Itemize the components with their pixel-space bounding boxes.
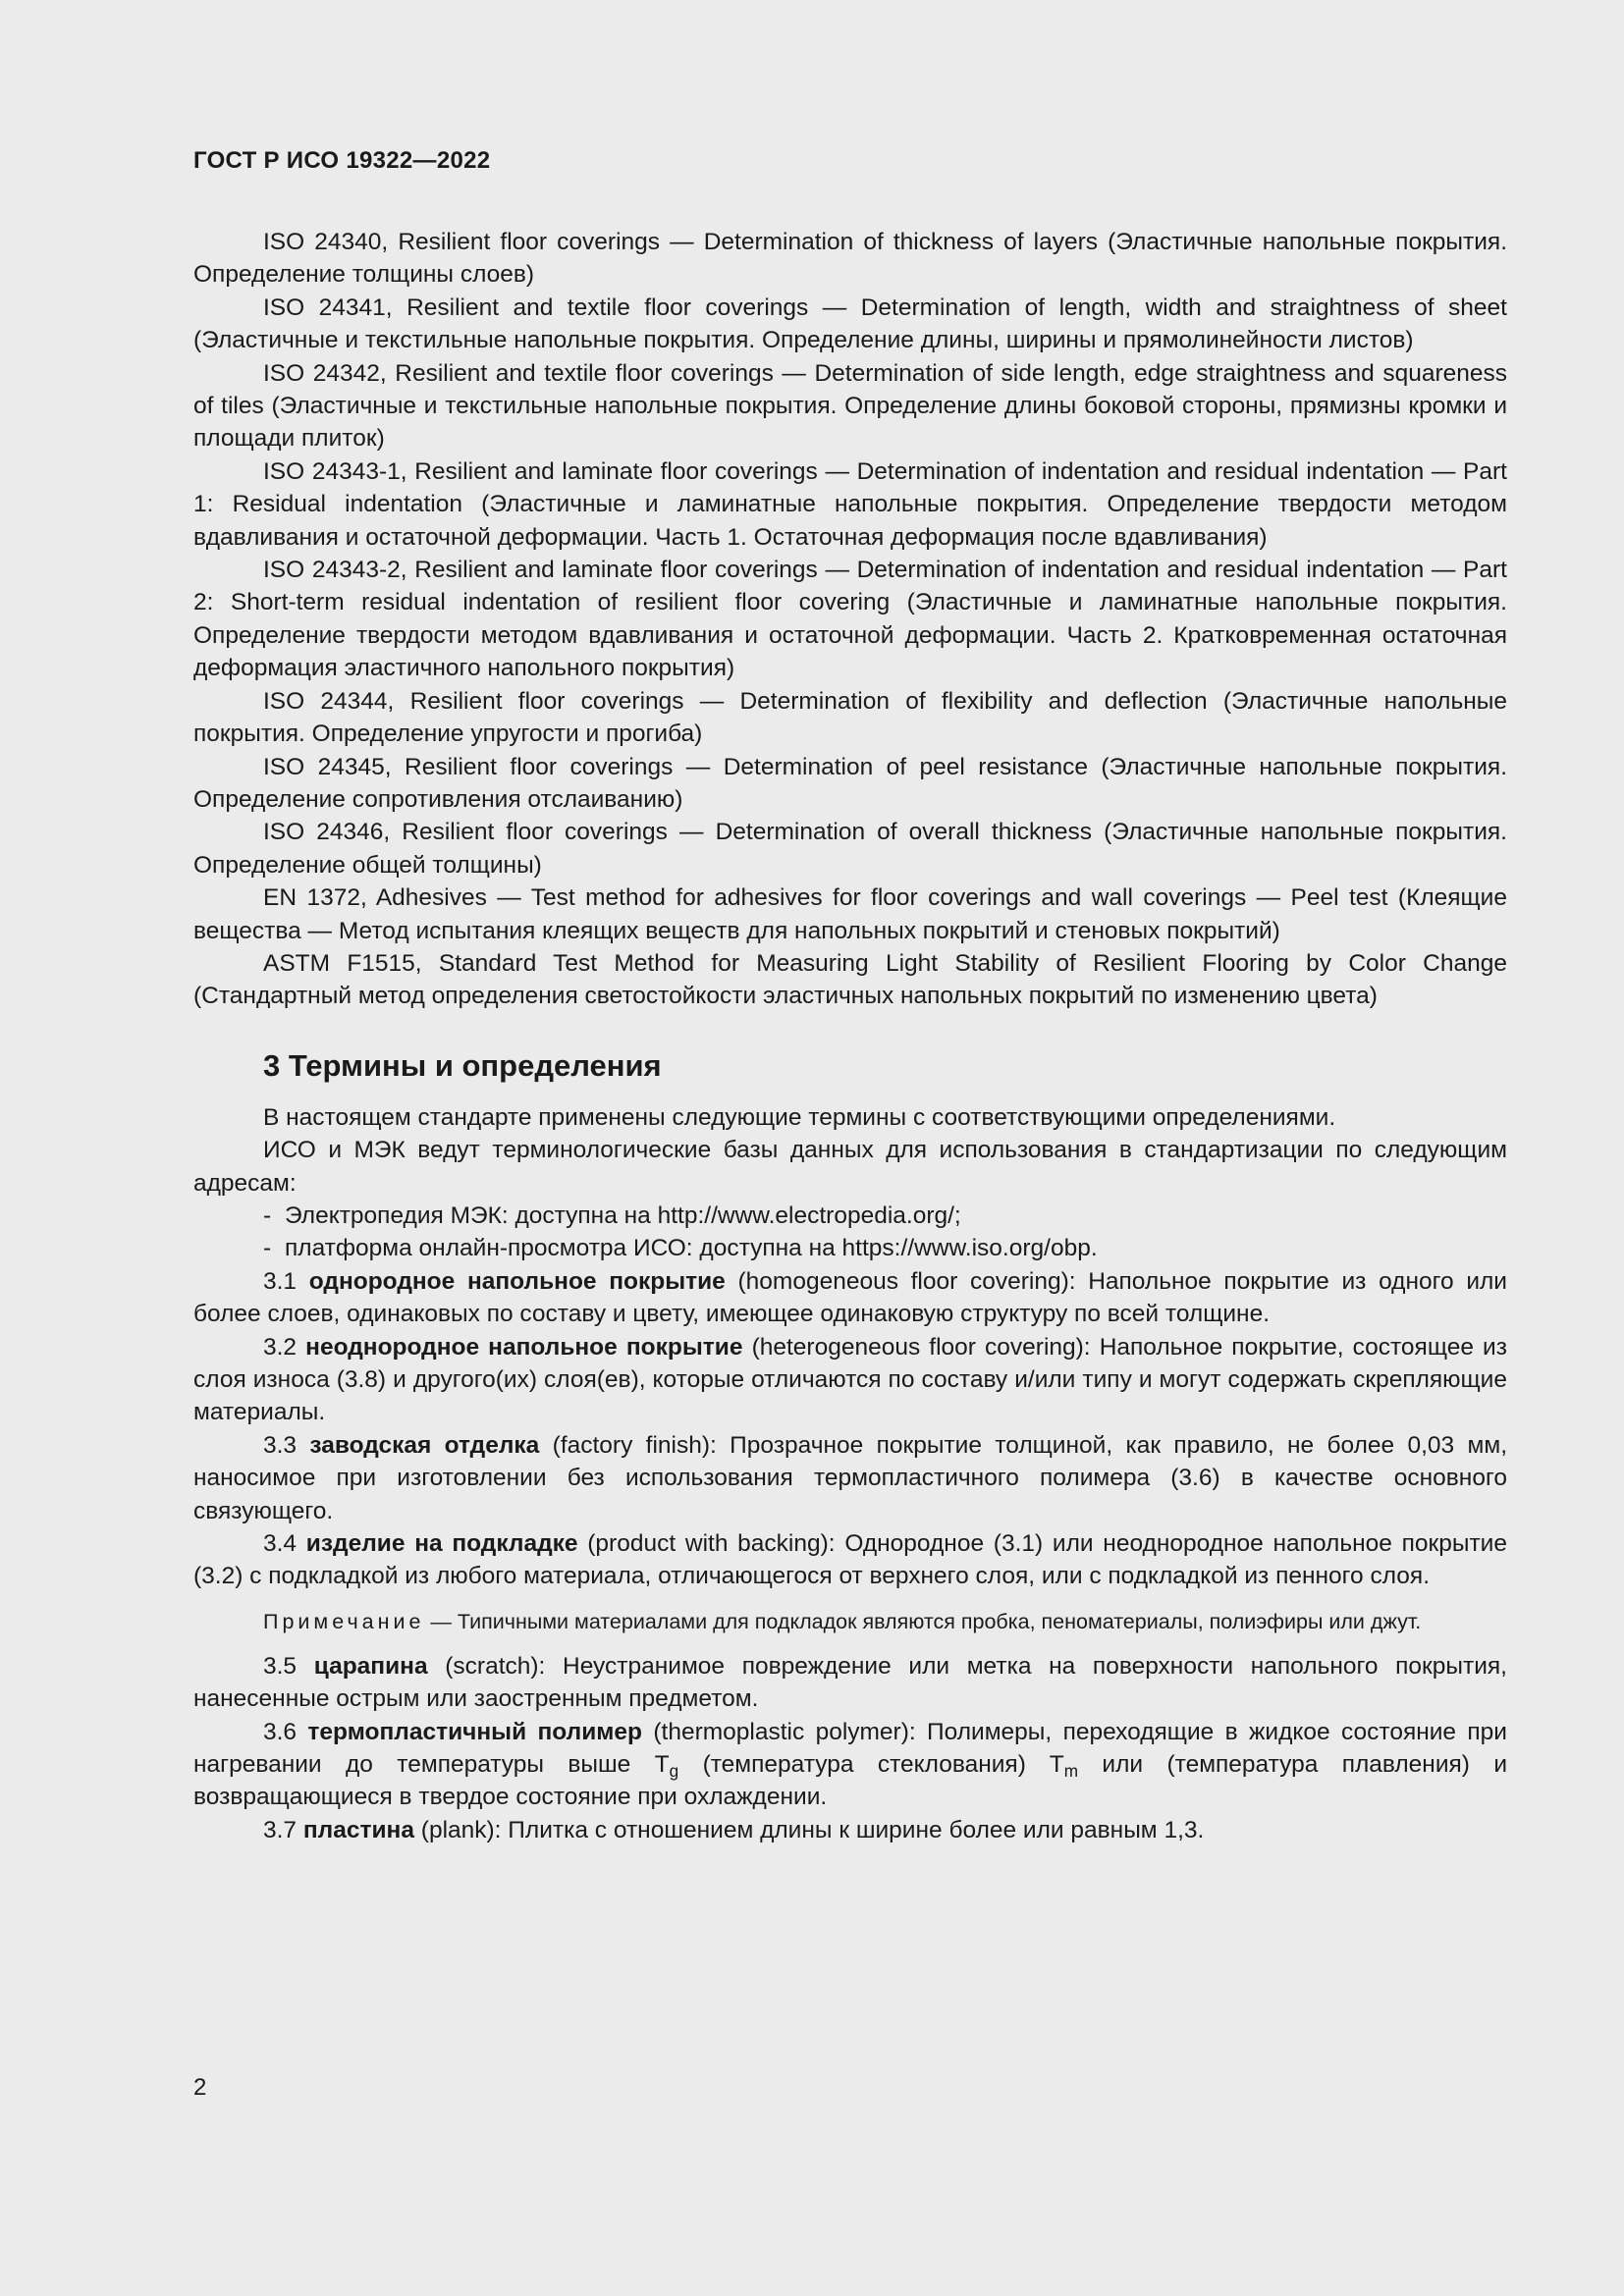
list-dash: - (263, 1235, 272, 1262)
reference-item: ISO 24344, Resilient floor coverings — Determination of flexibility and deflection (Эластичные напольные покрытия. Определение упругости и прогиба) (193, 687, 1507, 748)
page-content (193, 226, 1507, 1846)
term-definition: (plank): Плитка с отношением длины к ширине более или равным 1,3. (420, 1816, 1205, 1843)
term-entry (193, 1429, 1507, 1527)
reference-item: EN 1372, Adhesives — Test method for adhesives for floor coverings and wall coverings — Peel test (Клеящие вещества — Метод испытания клеящих веществ для напольных покрытий и стеновых покрытий) (193, 884, 1507, 944)
term-number: 3.6 (263, 1718, 298, 1745)
term-entry (193, 1814, 1507, 1846)
source-item (193, 1200, 1507, 1232)
note-label: Примечание (263, 1609, 425, 1633)
term-name: однородное напольное покрытие (308, 1267, 726, 1295)
source-item (193, 1232, 1507, 1264)
term-name: заводская отделка (309, 1431, 540, 1459)
term-entry (193, 1650, 1507, 1716)
term-entry (193, 1527, 1507, 1593)
list-dash: - (263, 1201, 272, 1229)
term-definition: (product with backing): Однородное (3.1) или неоднородное напольное покрытие (3.2) с подкладкой из любого материала, отличающегося от верхнего слоя, или с подкладкой из пенного слоя. (193, 1530, 1507, 1590)
document-header: ГОСТ Р ИСО 19322—2022 (193, 147, 491, 174)
source-text: платформа онлайн-просмотра ИСО: доступна на https://www.iso.org/obp. (285, 1235, 1098, 1262)
term-number: 3.1 (263, 1267, 298, 1295)
term-entry (193, 1265, 1507, 1331)
subscript-g: g (669, 1761, 679, 1782)
reference-item: ISO 24343-2, Resilient and laminate floor coverings — Determination of indentation and residual indentation — Part 2: Short-term residual indentation of resilient floor covering (Эластичные и ламинатные напольные покрытия. Определение твердости методом вдавливания и остаточной деформации. Часть 2. Кратковременная остаточная деформация эластичного напольного покрытия) (193, 557, 1507, 682)
reference-item: ISO 24343-1, Resilient and laminate floor coverings — Determination of indentation and residual indentation — Part 1: Residual indentation (Эластичные и ламинатные напольные покрытия. Определение твердости методом вдавливания и остаточной деформации. Часть 1. Остаточная деформация после вдавливания) (193, 457, 1507, 551)
reference-item: ISO 24342, Resilient and textile floor coverings — Determination of side length, edge straightness and squareness of tiles (Эластичные и текстильные напольные покрытия. Определение длины боковой стороны, прямизны кромки и площади плиток) (193, 359, 1507, 453)
term-entry (193, 1331, 1507, 1429)
term-name: царапина (313, 1652, 428, 1680)
references-list (193, 226, 1507, 1013)
term-definition-part: или (температура плавления) и возвращающиеся в твердое состояние при охлаждении. (193, 1751, 1508, 1811)
iso-iec-paragraph: ИСО и МЭК ведут терминологические базы данных для использования в стандартизации по следующим адресам: (193, 1137, 1507, 1197)
reference-item: ISO 24340, Resilient floor coverings — Determination of thickness of layers (Эластичные напольные покрытия. Определение толщины слоев) (193, 229, 1507, 289)
reference-item: ASTM F1515, Standard Test Method for Measuring Light Stability of Resilient Flooring by Color Change (Стандартный метод определения светостойкости эластичных напольных покрытий по изменению цвета) (193, 949, 1507, 1010)
note (193, 1607, 1507, 1636)
term-definition-part: (thermoplastic polymer): Полимеры, переходящие в жидкое состояние при нагревании до температуры выше T (193, 1718, 1507, 1779)
term-number: 3.7 (263, 1816, 298, 1843)
source-text: Электропедия МЭК: доступна на http://www.electropedia.org/; (285, 1201, 961, 1229)
term-entry (193, 1716, 1507, 1814)
subscript-m: m (1063, 1761, 1079, 1782)
reference-item: ISO 24346, Resilient floor coverings — Determination of overall thickness (Эластичные напольные покрытия. Определение общей толщины) (193, 819, 1507, 879)
term-definition-part: (температура стеклования) T (678, 1751, 1064, 1779)
section-heading: 3 Термины и определения (263, 1047, 662, 1083)
term-name: термопластичный полимер (307, 1718, 642, 1745)
note-text: — Типичными материалами для подкладок являются пробка, пеноматериалы, полиэфиры или джут. (424, 1609, 1422, 1633)
reference-item: ISO 24345, Resilient floor coverings — Determination of peel resistance (Эластичные напольные покрытия. Определение сопротивления отслаиванию) (193, 753, 1507, 813)
term-definition: (homogeneous floor covering): Напольное покрытие из одного или более слоев, одинаковых по составу и цвету, имеющее одинаковую структуру по всей толщине. (193, 1267, 1507, 1328)
term-name: изделие на подкладке (305, 1530, 578, 1558)
reference-item: ISO 24341, Resilient and textile floor coverings — Determination of length, width and straightness of sheet (Эластичные и текстильные напольные покрытия. Определение длины, ширины и прямолинейности листов) (193, 294, 1507, 354)
page-number: 2 (193, 2074, 207, 2101)
term-number: 3.5 (263, 1652, 298, 1680)
section-intro: В настоящем стандарте применены следующие термины с соответствующими определениями. (263, 1103, 1336, 1131)
term-number: 3.4 (263, 1530, 298, 1558)
term-number: 3.2 (263, 1333, 298, 1361)
term-definition: (scratch): Неустранимое повреждение или метка на поверхности напольного покрытия, нанесенные острым или заостренным предметом. (193, 1652, 1507, 1713)
term-number: 3.3 (263, 1431, 298, 1459)
term-name: пластина (302, 1816, 414, 1843)
term-definition: (factory finish): Прозрачное покрытие толщиной, как правило, не более 0,03 мм, наносимое при изготовлении без использования термопластичного полимера (3.6) в качестве основного связующего. (193, 1431, 1507, 1524)
term-definition: (heterogeneous floor covering): Напольное покрытие, состоящее из слоя износа (3.8) и другого(их) слоя(ев), которые отличаются по составу и/или типу и могут содержать скрепляющие материалы. (193, 1333, 1507, 1426)
term-name: неоднородное напольное покрытие (305, 1333, 743, 1361)
